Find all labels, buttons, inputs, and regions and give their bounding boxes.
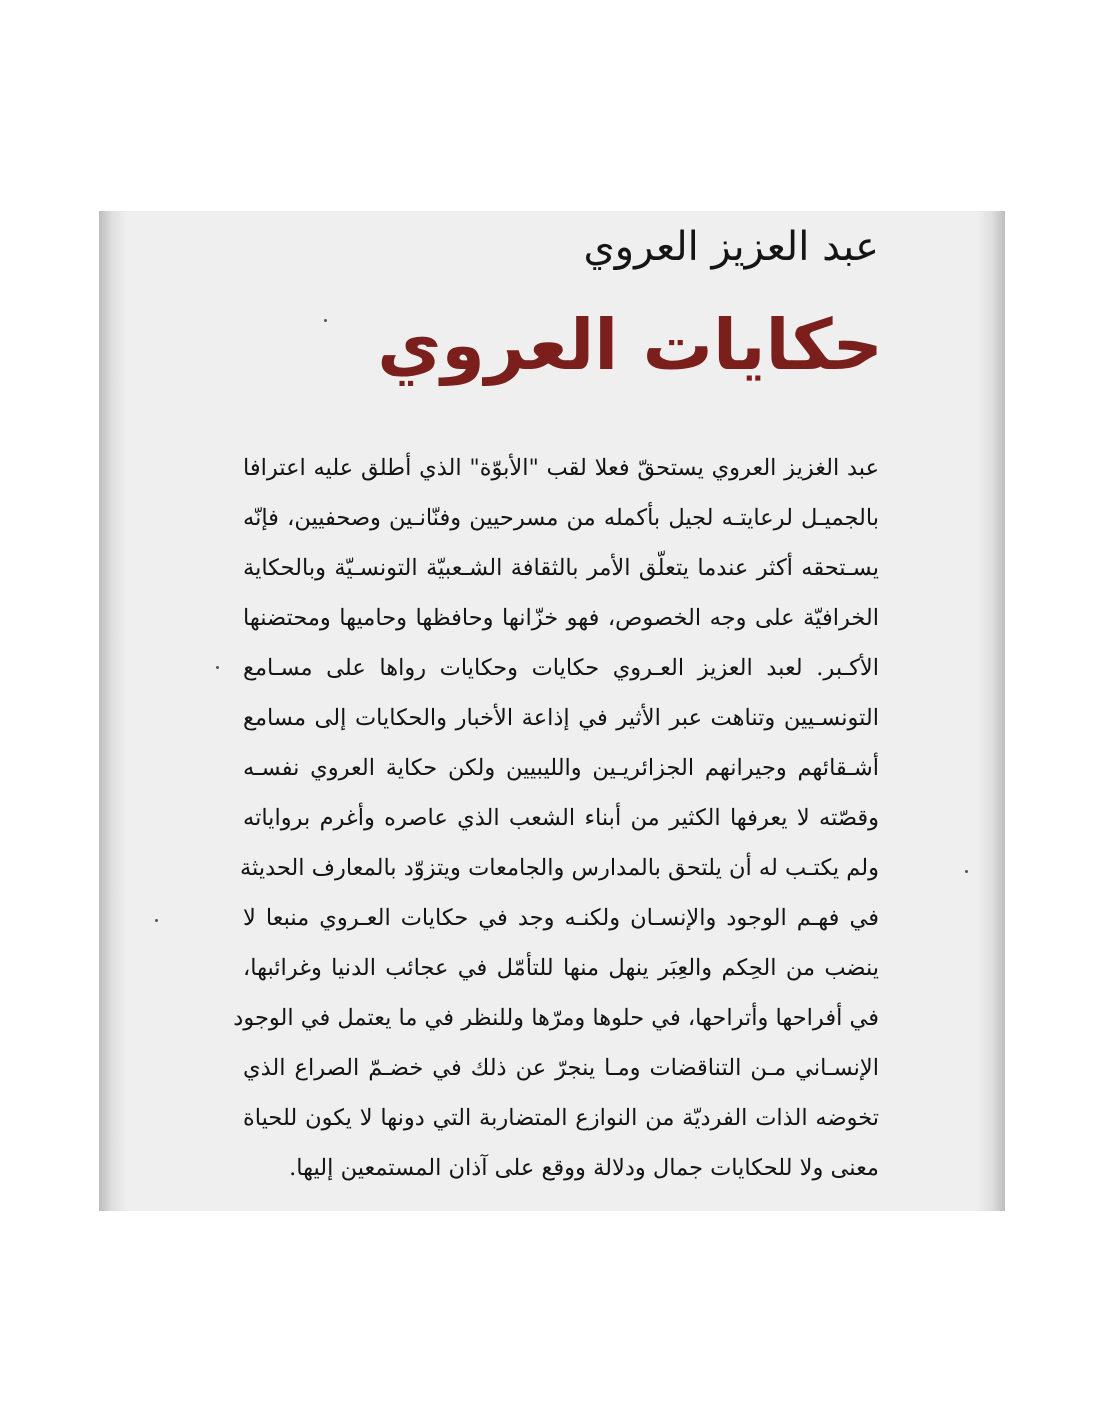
speck <box>216 666 219 669</box>
blurb-line: بالجميـل لرعايتـه لجيل بأكمله من مسرحيين وفنّانـين وصحفيين، فإنّه <box>243 505 879 531</box>
blurb-text <box>233 443 879 1193</box>
blurb-line: الأكـبر. لعبد العزيز العـروي حكايات وحكايات رواها على مسـامع <box>243 655 879 681</box>
blurb-line: عبد الغزيز العروي يستحقّ فعلا لقب "الأبوّة" الذي أطلق عليه اعترافا <box>243 455 879 481</box>
book-back-cover <box>99 211 1005 1211</box>
blurb-line: الخرافيّة على وجه الخصوص، فهو خزّانها وحافظها وحاميها ومحتضنها <box>243 605 879 631</box>
speck <box>155 919 158 922</box>
blurb-line: في فهـم الوجود والإنسـان ولكنـه وجد في حكايات العـروي منبعا لا <box>243 905 879 931</box>
blurb-line: ينضب من الحِكم والعِبَر ينهل منها للتأمّل في عجائب الدنيا وغرائبها، <box>243 955 879 981</box>
blurb-line: أشـقائهم وجيرانهم الجزائريـين والليبيين ولكن حكاية العروي نفسـه <box>243 755 879 781</box>
blurb-line: معنى ولا للحكايات جمال ودلالة ووقع على آذان المستمعين إليها. <box>289 1155 879 1181</box>
blurb-line: وقصّته لا يعرفها الكثير من أبناء الشعب الذي عاصره وأغرم برواياته <box>243 805 879 831</box>
speck <box>324 319 327 322</box>
blurb-line: في أفراحها وأتراحها، في حلوها ومرّها وللنظر في ما يعتمل في الوجود <box>233 1005 879 1031</box>
author-name: عبد العزيز العروي <box>583 224 879 270</box>
cover-right-edge-shadow <box>977 211 1005 1211</box>
blurb-line: الإنسـاني مـن التناقضات ومـا ينجرّ عن ذلك في خضـمّ الصراع الذي <box>243 1055 879 1081</box>
blurb-line: التونسـيين وتناهت عبر الأثير في إذاعة الأخبار والحكايات إلى مسامع <box>243 705 879 731</box>
speck <box>965 870 968 873</box>
blurb-line: يسـتحقه أكثر عندما يتعلّق الأمر بالثقافة الشـعبيّة التونسـيّة وبالحكاية <box>243 555 879 581</box>
cover-left-edge-shadow <box>99 211 127 1211</box>
blurb-line: ولم يكتـب له أن يلتحق بالمدارس والجامعات ويتزوّد بالمعارف الحديثة <box>239 855 879 881</box>
book-title: حكايات العروي <box>377 304 883 386</box>
blurb-line: تخوضه الذات الفرديّة من النوازع المتضاربة التي دونها لا يكون للحياة <box>243 1105 879 1131</box>
